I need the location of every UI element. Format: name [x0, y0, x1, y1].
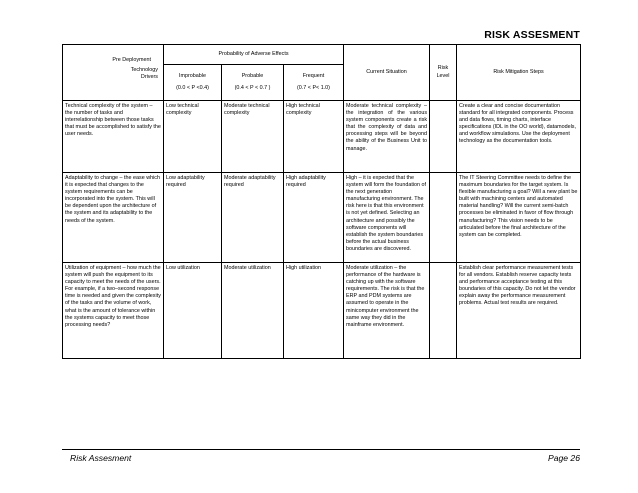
mitigation-header: Risk Mitigation Steps: [457, 45, 581, 101]
table-row: [63, 263, 581, 359]
frequent-text: High utilization: [286, 265, 322, 271]
improbable-cell: [164, 101, 222, 173]
footer-page-number: Page 26: [547, 453, 580, 463]
risk-level-header: Risk Level: [430, 45, 457, 101]
mitigation-text: Establish clear performance measurement tests for all vendors. Establish reserve capacity tests and performance acceptance testing at this boundaries of this capacity. Do not let the vendor explain away the performance measurement problems. Actual test results are required.: [459, 265, 576, 307]
corner-top-label: Pre Deployment: [112, 57, 151, 63]
mitigation-cell: [457, 173, 581, 263]
situation-cell: [344, 173, 430, 263]
probable-cell: [222, 173, 284, 263]
improbable-cell: [164, 173, 222, 263]
table-row: [63, 101, 581, 173]
improbable-header: [164, 65, 222, 101]
table-row: [63, 173, 581, 263]
probable-cell: [222, 101, 284, 173]
corner-middle-label: Technology: [130, 67, 158, 74]
probable-cell: [222, 263, 284, 359]
probable-text: Moderate adaptability required: [224, 175, 276, 189]
driver-cell: [63, 173, 164, 263]
probability-header: Probability of Adverse Effects: [164, 45, 344, 65]
improbable-text: Low technical complexity: [166, 103, 199, 117]
mitigation-text: Create a clear and concise documentation standard for all integrated components. Process and data flows, timing charts, interface specifications (IDL in the OO world), datamodels, and workflow simulations. Use the deployment technology as the documentation tools.: [459, 103, 576, 145]
probable-text: Moderate technical complexity: [224, 103, 270, 117]
frequent-cell: [284, 173, 344, 263]
frequent-range: (0.7 < P< 1.0): [297, 85, 330, 91]
frequent-text: High adaptability required: [286, 175, 326, 189]
situation-text: Moderate technical complexity – the integration of the various system components create a risk that the complexity of data and processing steps will be beyond the ability of the Business Unit to manage.: [346, 103, 428, 152]
driver-text: Utilization of equipment – how much the system will push the equipment to its capacity to meet the needs of the users. For example, if a two–second response time is needed and given the complexity of the tasks and the volume of work, what is the amount of tolerance within the systems capacity to meet those processing needs?: [65, 265, 161, 328]
driver-cell: [63, 263, 164, 359]
driver-text: Technical complexity of the system – the number of tasks and interrelationship between those tasks that must be accomplished to satisfy the user needs.: [65, 103, 161, 138]
frequent-cell: [284, 101, 344, 173]
current-situation-header: Current Situation: [344, 45, 430, 101]
improbable-range: (0.0 < P <0.4): [176, 85, 209, 91]
situation-text: Moderate utilization – the performance of the hardware is catching up with the software requirements. The risk is that the ERP and PDM systems are assumed to operate in the minicomputer environment the same way they did in the mainframe environment.: [346, 265, 425, 328]
risk-level-cell: [430, 173, 457, 263]
probable-header: [222, 65, 284, 101]
probable-label: Probable: [241, 72, 264, 79]
frequent-header: [284, 65, 344, 101]
frequent-cell: [284, 263, 344, 359]
corner-header-cell: [63, 45, 164, 101]
improbable-text: Low adaptability required: [166, 175, 205, 189]
corner-bottom-label: Drivers: [140, 74, 158, 81]
footer-document-name: Risk Assesment: [70, 453, 132, 463]
footer-rule: [62, 449, 580, 450]
driver-text: Adaptability to change – the ease which it is expected that changes to the system requirements can be incorporated into the system. This will be dependent upon the architecture of the system and its adaptability to the needs of the system.: [65, 175, 160, 224]
probable-range: (0.4 < P < 0.7 ): [234, 85, 271, 91]
mitigation-cell: [457, 263, 581, 359]
improbable-cell: [164, 263, 222, 359]
improbable-label: Improbable: [179, 72, 206, 79]
situation-cell: [344, 263, 430, 359]
frequent-text: High technical complexity: [286, 103, 320, 117]
page-title: RISK ASSESMENT: [484, 29, 580, 41]
situation-cell: [344, 101, 430, 173]
driver-cell: [63, 101, 164, 173]
mitigation-text: The IT Steering Committee needs to define the maximum boundaries for the target system. Is flexible manufacturing a goal? Will a new plant be built with machining centers and automated material handling? Will the current semi-batch processes be eliminated in favor of flow through manufacturing? This vision needs to be articulated before the final architecture of the system can be completed.: [459, 175, 578, 238]
risk-level-cell: [430, 101, 457, 173]
frequent-label: Frequent: [302, 72, 325, 79]
risk-assessment-table: [62, 44, 581, 359]
risk-level-cell: [430, 263, 457, 359]
situation-text: High – it is expected that the system will form the foundation of the next generation manufacturing environment. The risk here is that this environment is not yet defined. Selecting an architecture and possibly the software components will establish the system boundaries before the actual business boundaries are discovered.: [346, 175, 427, 252]
improbable-text: Low utilization: [166, 265, 200, 271]
mitigation-cell: [457, 101, 581, 173]
probable-text: Moderate utilization: [224, 265, 271, 271]
